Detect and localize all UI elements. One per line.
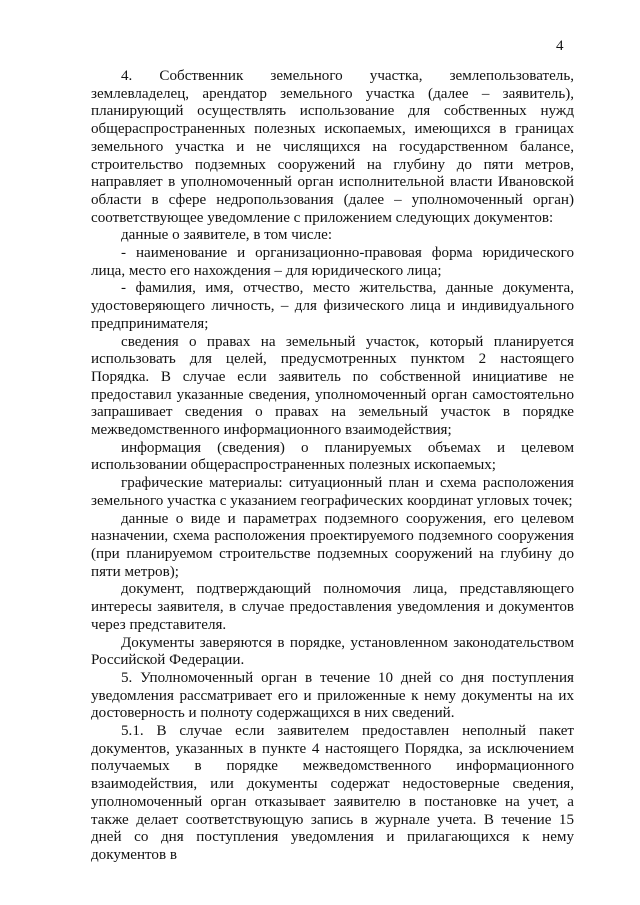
paragraph-authority-document: документ, подтверждающий полномочия лица, представляющего интересы заявителя, в случае предоставления уведомления и документов через представителя.	[91, 581, 574, 633]
paragraph-land-rights: сведения о правах на земельный участок, который планируется использовать для целей, предусмотренных пунктом 2 настоящего Порядка. В случае если заявитель по собственной инициативе не предоставил указанные сведения, уполномоченный орган самостоятельно запрашивает сведения о правах на земельный участок в порядке межведомственного информационного взаимодействия;	[91, 333, 574, 439]
page-number: 4	[556, 38, 564, 54]
paragraph-individual: - фамилия, имя, отчество, место жительства, данные документа, удостоверяющего личность, – для физического лица и индивидуального предпринимателя;	[91, 280, 574, 332]
paragraph-graphic-materials: графические материалы: ситуационный план и схема расположения земельного участка с указанием географических координат угловых точек;	[91, 475, 574, 509]
paragraph-legal-entity: - наименование и организационно-правовая форма юридического лица, место его нахождения – для юридического лица;	[91, 245, 574, 279]
paragraph-planned-volumes: информация (сведения) о планируемых объемах и целевом использовании общераспространенных полезных ископаемых;	[91, 439, 574, 474]
paragraph-item-5: 5. Уполномоченный орган в течение 10 дней со дня поступления уведомления рассматривает его и приложенные к нему документы на их достоверность и полноту содержащихся в них сведений.	[91, 669, 574, 722]
paragraph-applicant-data: данные о заявителе, в том числе:	[121, 227, 333, 244]
paragraph-underground-structure: данные о виде и параметрах подземного сооружения, его целевом назначении, схема расположения проектируемого подземного сооружения (при планируемом строительстве подземных сооружений на глубину до пяти метров);	[91, 510, 574, 580]
paragraph-item-4: 4. Собственник земельного участка, землепользователь, землевладелец, арендатор земельного участка (далее – заявитель), планирующий осуществлять использование для собственных нужд общераспространенных полезных ископаемых, имеющихся в границах земельного участка и не числящихся на государственном балансе, строительство подземных сооружений на глубину до пяти метров, направляет в уполномоченный орган исполнительной власти Ивановской области в сфере недропользования (далее – уполномоченный орган) соответствующее уведомление с приложением следующих документов:	[91, 68, 574, 226]
document-body	[91, 68, 574, 865]
paragraph-certification: Документы заверяются в порядке, установленном законодательством Российской Федерации.	[91, 634, 574, 669]
paragraph-item-5-1: 5.1. В случае если заявителем предоставлен неполный пакет документов, указанных в пункте 4 настоящего Порядка, за исключением получаемых в порядке межведомственного информационного взаимодействия, или документы содержат недостоверные сведения, уполномоченный орган отказывает заявителю в постановке на учет, а также делает соответствующую запись в журнале учета. В течение 15 дней со дня поступления уведомления и прилагающихся к нему документов в	[91, 723, 574, 863]
